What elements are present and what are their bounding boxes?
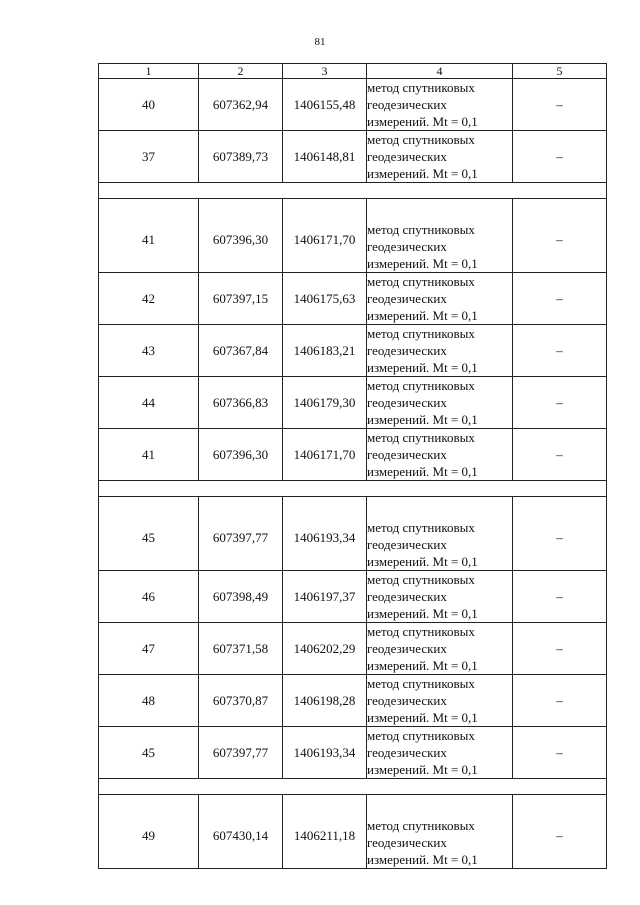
y-coordinate-cell: 1406148,81 <box>283 131 367 183</box>
method-cell <box>367 199 513 273</box>
method-line: геодезических <box>367 641 447 656</box>
method-line: измерений. Mt = 0,1 <box>367 554 478 569</box>
method-cell <box>367 497 513 571</box>
method-cell <box>367 325 513 377</box>
method-line: измерений. Mt = 0,1 <box>367 360 478 375</box>
coordinates-table <box>98 63 607 869</box>
method-line: геодезических <box>367 835 447 850</box>
table-row <box>99 429 607 481</box>
y-coordinate-cell: 1406171,70 <box>283 199 367 273</box>
method-line: метод спутниковых <box>367 818 475 833</box>
method-line: метод спутниковых <box>367 728 475 743</box>
table-row <box>99 131 607 183</box>
method-cell <box>367 273 513 325</box>
method-line: измерений. Mt = 0,1 <box>367 464 478 479</box>
table-header-row <box>99 64 607 79</box>
method-line: метод спутниковых <box>367 520 475 535</box>
description-cell: – <box>513 497 607 571</box>
point-number-cell: 41 <box>99 199 199 273</box>
header-col-5: 5 <box>513 64 607 79</box>
header-col-2: 2 <box>199 64 283 79</box>
coordinates-table-body <box>99 64 607 869</box>
method-line: геодезических <box>367 343 447 358</box>
method-line: геодезических <box>367 447 447 462</box>
method-line: метод спутниковых <box>367 624 475 639</box>
method-line: геодезических <box>367 97 447 112</box>
description-cell: – <box>513 429 607 481</box>
point-number-cell: 40 <box>99 79 199 131</box>
description-cell: – <box>513 795 607 869</box>
x-coordinate-cell: 607367,84 <box>199 325 283 377</box>
y-coordinate-cell: 1406193,34 <box>283 497 367 571</box>
header-col-1: 1 <box>99 64 199 79</box>
y-coordinate-cell: 1406198,28 <box>283 675 367 727</box>
method-line: геодезических <box>367 745 447 760</box>
method-line: измерений. Mt = 0,1 <box>367 710 478 725</box>
point-number-cell: 46 <box>99 571 199 623</box>
page-number: 81 <box>314 36 326 48</box>
description-cell: – <box>513 273 607 325</box>
method-line: геодезических <box>367 291 447 306</box>
method-cell <box>367 795 513 869</box>
y-coordinate-cell: 1406175,63 <box>283 273 367 325</box>
method-line: геодезических <box>367 149 447 164</box>
method-line: измерений. Mt = 0,1 <box>367 412 478 427</box>
point-number-cell: 49 <box>99 795 199 869</box>
section-gap-cell <box>99 779 607 795</box>
x-coordinate-cell: 607362,94 <box>199 79 283 131</box>
method-line: измерений. Mt = 0,1 <box>367 852 478 867</box>
description-cell: – <box>513 325 607 377</box>
x-coordinate-cell: 607370,87 <box>199 675 283 727</box>
y-coordinate-cell: 1406171,70 <box>283 429 367 481</box>
description-cell: – <box>513 377 607 429</box>
description-cell: – <box>513 623 607 675</box>
table-row <box>99 377 607 429</box>
method-cell <box>367 571 513 623</box>
table-row <box>99 199 607 273</box>
method-line: метод спутниковых <box>367 378 475 393</box>
method-line: измерений. Mt = 0,1 <box>367 762 478 777</box>
table-row <box>99 497 607 571</box>
method-cell <box>367 727 513 779</box>
method-line: измерений. Mt = 0,1 <box>367 308 478 323</box>
description-cell: – <box>513 199 607 273</box>
method-line: геодезических <box>367 693 447 708</box>
point-number-cell: 47 <box>99 623 199 675</box>
header-col-4: 4 <box>367 64 513 79</box>
method-cell <box>367 131 513 183</box>
x-coordinate-cell: 607397,77 <box>199 727 283 779</box>
method-line: метод спутниковых <box>367 80 475 95</box>
table-row <box>99 79 607 131</box>
description-cell: – <box>513 727 607 779</box>
section-gap-row <box>99 183 607 199</box>
section-gap-cell <box>99 183 607 199</box>
method-line: измерений. Mt = 0,1 <box>367 658 478 673</box>
y-coordinate-cell: 1406202,29 <box>283 623 367 675</box>
method-line: геодезических <box>367 589 447 604</box>
x-coordinate-cell: 607371,58 <box>199 623 283 675</box>
method-cell <box>367 675 513 727</box>
x-coordinate-cell: 607430,14 <box>199 795 283 869</box>
method-line: измерений. Mt = 0,1 <box>367 606 478 621</box>
table-row <box>99 623 607 675</box>
description-cell: – <box>513 79 607 131</box>
method-line: метод спутниковых <box>367 572 475 587</box>
section-gap-row <box>99 481 607 497</box>
description-cell: – <box>513 131 607 183</box>
method-cell <box>367 377 513 429</box>
x-coordinate-cell: 607396,30 <box>199 199 283 273</box>
table-row <box>99 795 607 869</box>
description-cell: – <box>513 571 607 623</box>
table-row <box>99 273 607 325</box>
method-line: метод спутниковых <box>367 222 475 237</box>
x-coordinate-cell: 607396,30 <box>199 429 283 481</box>
point-number-cell: 48 <box>99 675 199 727</box>
y-coordinate-cell: 1406193,34 <box>283 727 367 779</box>
section-gap-row <box>99 779 607 795</box>
method-line: метод спутниковых <box>367 132 475 147</box>
point-number-cell: 45 <box>99 497 199 571</box>
y-coordinate-cell: 1406183,21 <box>283 325 367 377</box>
method-line: метод спутниковых <box>367 274 475 289</box>
method-line: измерений. Mt = 0,1 <box>367 114 478 129</box>
x-coordinate-cell: 607398,49 <box>199 571 283 623</box>
method-cell <box>367 623 513 675</box>
point-number-cell: 44 <box>99 377 199 429</box>
table-row <box>99 325 607 377</box>
point-number-cell: 41 <box>99 429 199 481</box>
y-coordinate-cell: 1406197,37 <box>283 571 367 623</box>
method-line: измерений. Mt = 0,1 <box>367 166 478 181</box>
table-row <box>99 727 607 779</box>
y-coordinate-cell: 1406211,18 <box>283 795 367 869</box>
method-line: геодезических <box>367 395 447 410</box>
description-cell: – <box>513 675 607 727</box>
point-number-cell: 45 <box>99 727 199 779</box>
x-coordinate-cell: 607397,77 <box>199 497 283 571</box>
method-cell <box>367 429 513 481</box>
y-coordinate-cell: 1406179,30 <box>283 377 367 429</box>
table-row <box>99 571 607 623</box>
section-gap-cell <box>99 481 607 497</box>
point-number-cell: 43 <box>99 325 199 377</box>
point-number-cell: 37 <box>99 131 199 183</box>
method-line: геодезических <box>367 239 447 254</box>
table-row <box>99 675 607 727</box>
method-line: метод спутниковых <box>367 430 475 445</box>
method-line: метод спутниковых <box>367 326 475 341</box>
x-coordinate-cell: 607397,15 <box>199 273 283 325</box>
method-cell <box>367 79 513 131</box>
point-number-cell: 42 <box>99 273 199 325</box>
x-coordinate-cell: 607389,73 <box>199 131 283 183</box>
method-line: измерений. Mt = 0,1 <box>367 256 478 271</box>
method-line: метод спутниковых <box>367 676 475 691</box>
y-coordinate-cell: 1406155,48 <box>283 79 367 131</box>
method-line: геодезических <box>367 537 447 552</box>
x-coordinate-cell: 607366,83 <box>199 377 283 429</box>
header-col-3: 3 <box>283 64 367 79</box>
